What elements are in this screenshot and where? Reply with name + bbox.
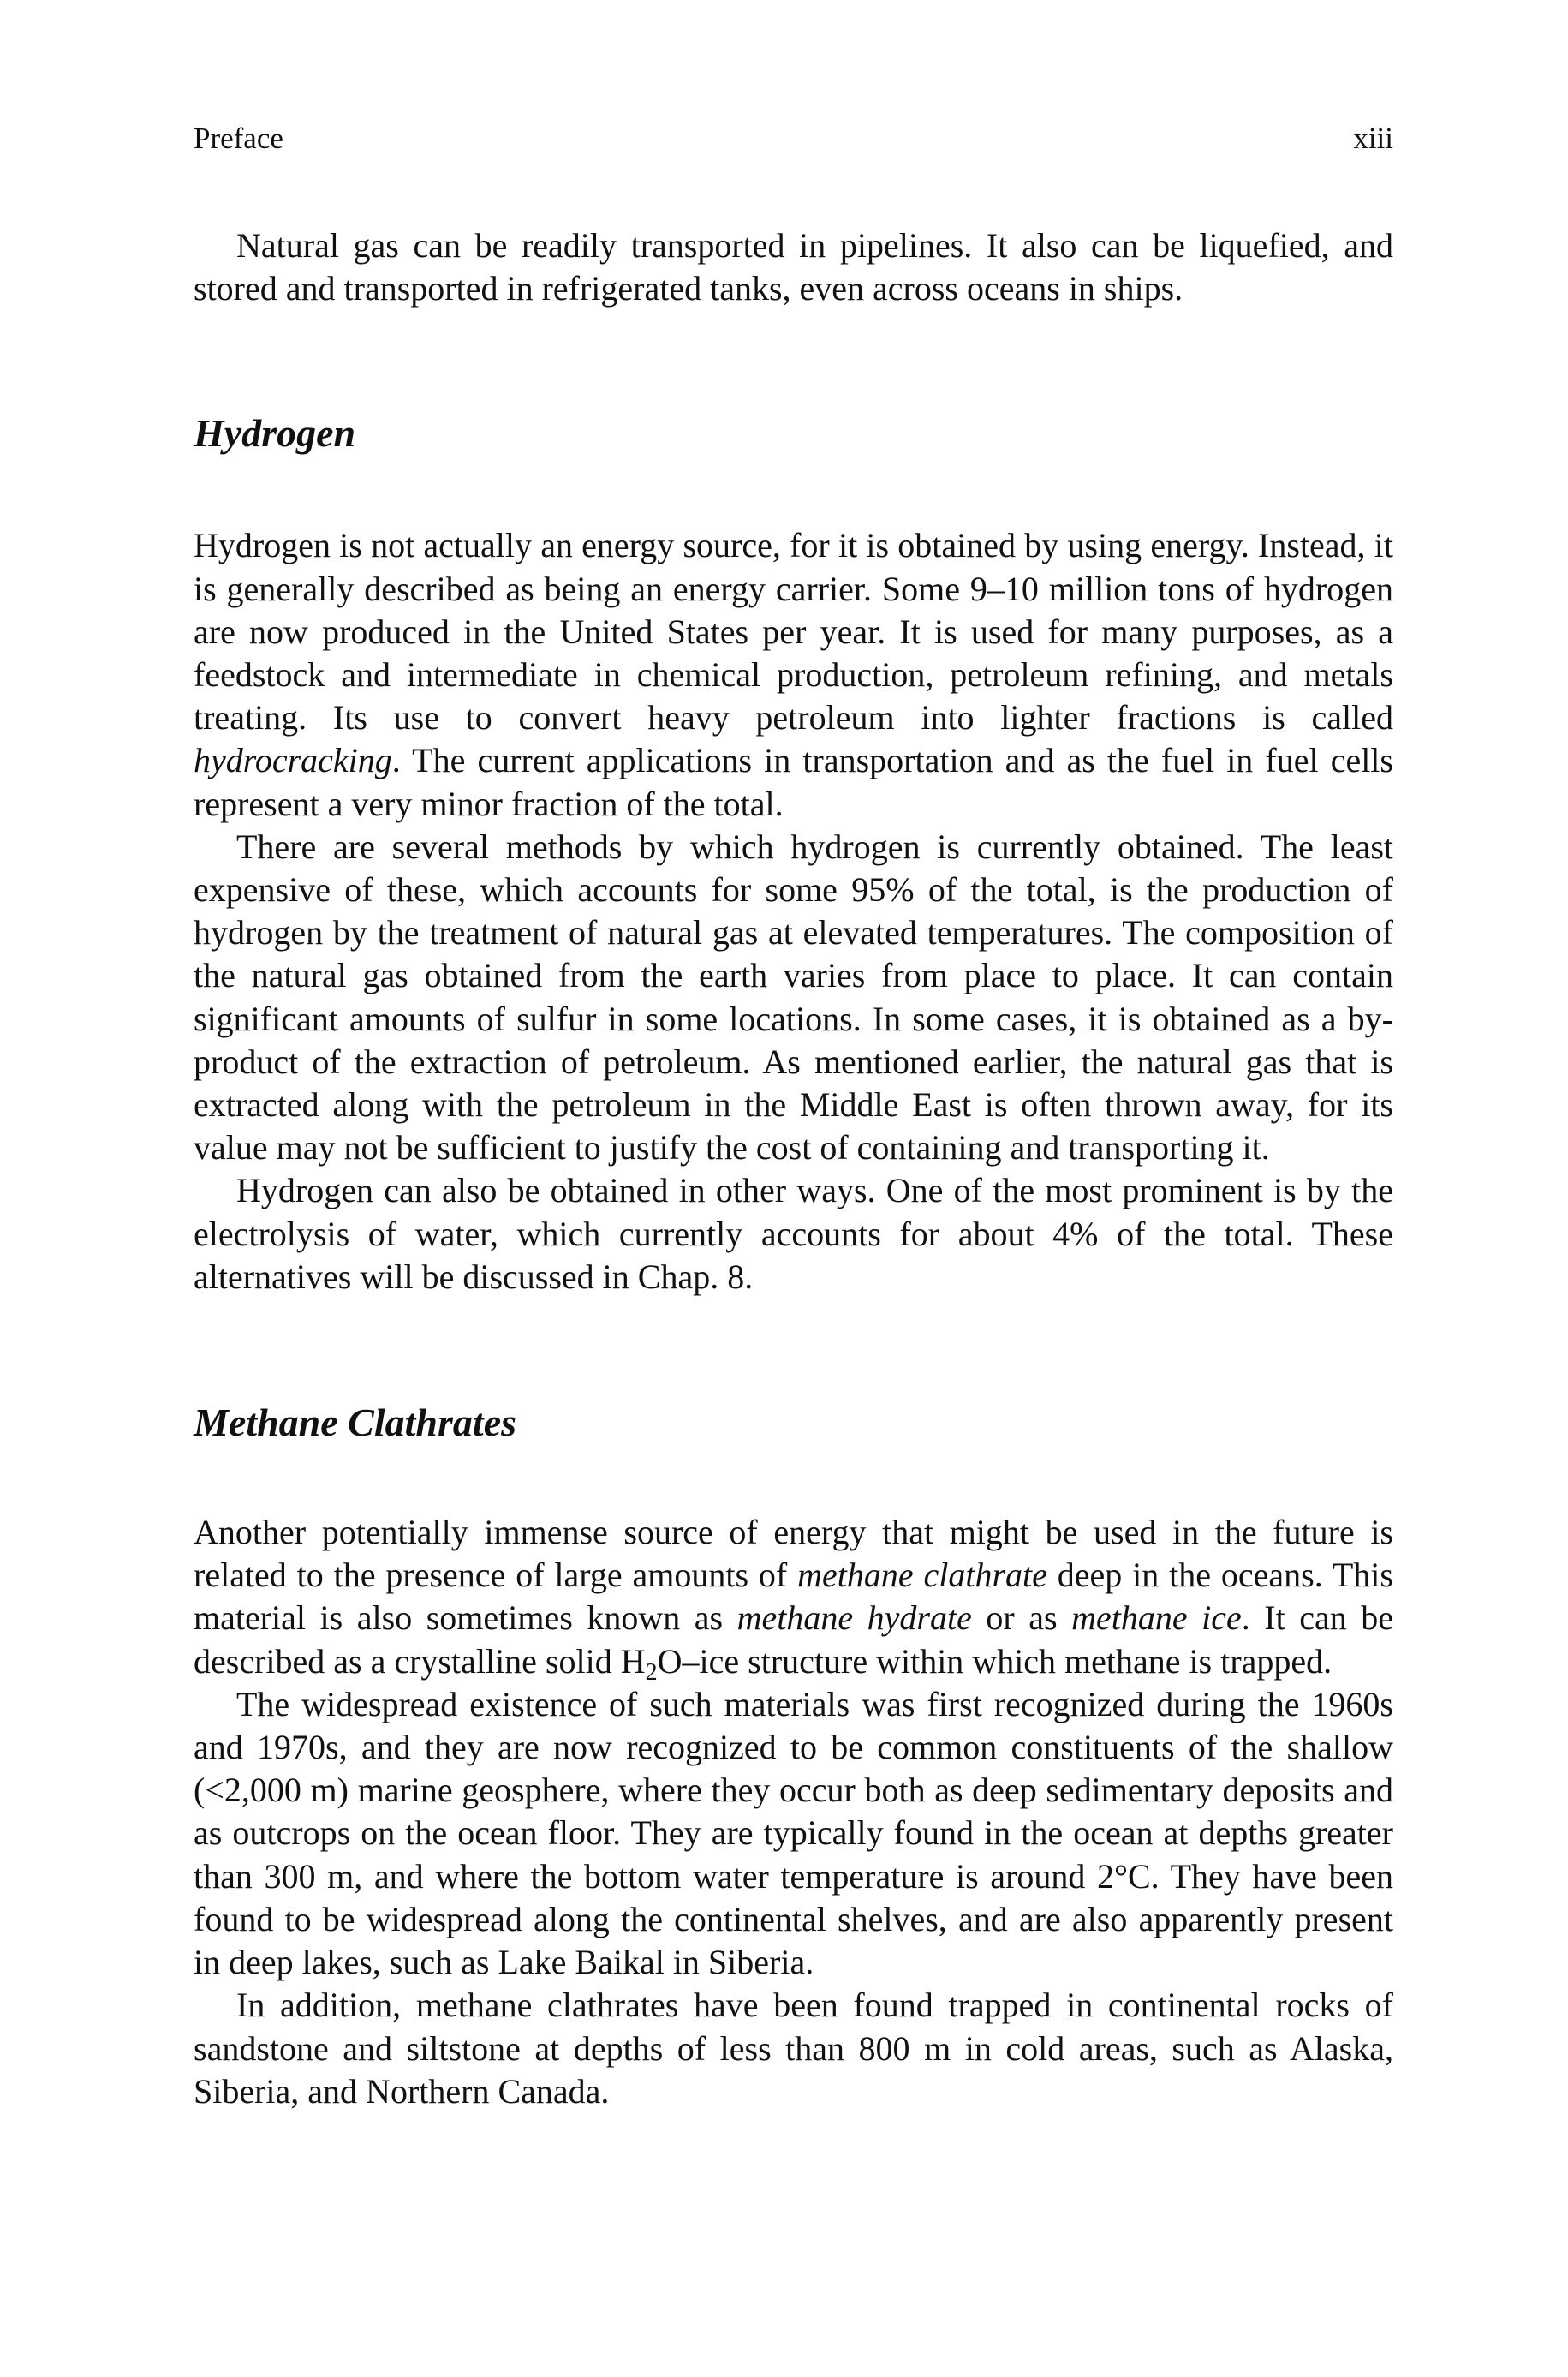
body-text [194,224,1393,2113]
page-number: xiii [1353,122,1393,155]
text-run: . It can be described as a crystalline solid H [194,1598,1393,1681]
text-run: . The current applications in transportation and as the fuel in fuel cells represent a very minor fraction of the total. [194,741,1393,823]
text-run: O–ice structure within which methane is trapped. [657,1641,1333,1681]
term-hydrocracking: hydrocracking [194,741,392,780]
term-methane-hydrate: methane hydrate [736,1598,972,1638]
paragraph-methane-2: The widespread existence of such materials was first recognized during the 1960s and 1970s, and they are now recognized to be common constituents of the shallow (<2,000 m) marine geosphere, where they occur both as deep sedimentary deposits and as outcrops on the ocean floor. They are typically found in the ocean at depths greater than 300 m, and where the bottom water temperature is around 2°C. They have been found to be widespread along the continental shelves, and are also apparently present in deep lakes, such as Lake Baikal in Siberia. [194,1684,1393,1982]
running-head [194,120,1393,158]
paragraph-methane-1 [194,1511,1393,1686]
subscript-2: 2 [645,1658,658,1686]
paragraph-hydrogen-2: There are several methods by which hydrogen is currently obtained. The least expensive of these, which accounts for some 95% of the total, is the production of hydrogen by the treatment of natural gas at elevated temperatures. The composition of the natural gas obtained from the earth varies from place to place. It can contain significant amounts of sulfur in some locations. In some cases, it is obtained as a byproduct of the extraction of petroleum. As mentioned earlier, the natural gas that is extracted along with the petroleum in the Middle East is often thrown away, for its value may not be sufficient to justify the cost of containing and transporting it. [194,827,1393,1168]
paragraph-methane-3: In addition, methane clathrates have been found trapped in continental rocks of sandstone and siltstone at depths of less than 800 m in cold areas, such as Alaska, Siberia, and Northern Canada. [194,1986,1393,2111]
heading-methane-clathrates: Methane Clathrates [194,1401,517,1445]
text-run: deep in the oceans. This material is also sometimes known as [194,1556,1393,1638]
paragraph-natural-gas: Natural gas can be readily transported in pipelines. It also can be liquefied, and stored and transported in refrigerated tanks, even across oceans in ships. [194,226,1393,308]
term-methane-clathrate: methane clathrate [797,1556,1047,1595]
text-run: Another potentially immense source of energy that might be used in the future is related to the presence of large amounts of [194,1513,1393,1595]
book-page [194,120,1393,2113]
term-methane-ice: methane ice [1071,1598,1242,1638]
text-run: Hydrogen is not actually an energy source, for it is obtained by using energy. Instead, it is generally described as being an energy carrier. Some 9–10 million tons of hydrogen are now produced in the United States per year. It is used for many purposes, as a feedstock and intermediate in chemical production, petroleum refining, and metals treating. Its use to convert heavy petroleum into lighter fractions is called [194,526,1393,738]
paragraph-hydrogen-3: Hydrogen can also be obtained in other ways. One of the most prominent is by the electrolysis of water, which currently accounts for about 4% of the total. These alternatives will be discussed in Chap. 8. [194,1171,1393,1296]
paragraph-hydrogen-1 [194,524,1393,825]
text-run: or as [971,1598,1072,1638]
heading-hydrogen: Hydrogen [194,411,356,456]
section-title: Preface [194,122,283,155]
